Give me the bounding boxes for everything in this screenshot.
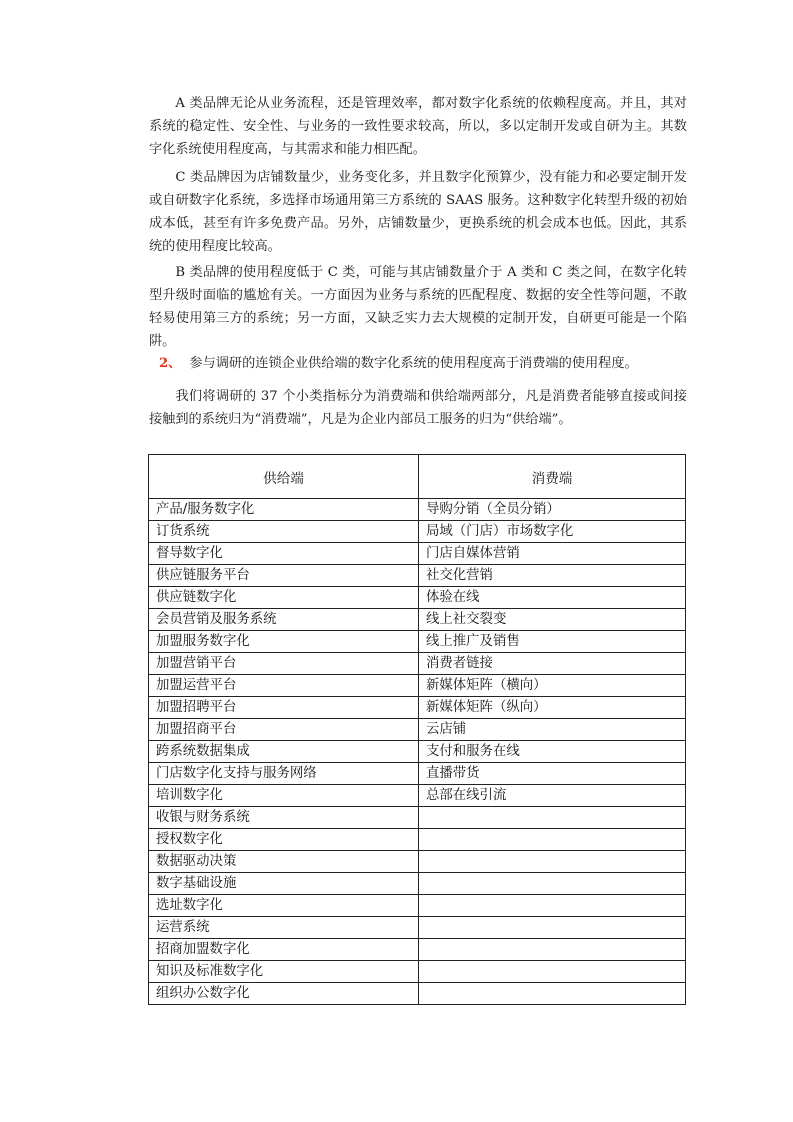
table-row [149,873,686,895]
table-row [149,609,686,631]
table-row [149,895,686,917]
supply-side-cell: 供应链数字化 [149,587,419,609]
consumer-side-cell: 总部在线引流 [419,785,686,807]
supply-side-cell: 组织办公数字化 [149,983,419,1005]
table-row [149,587,686,609]
table-row [149,763,686,785]
table-body [149,499,686,1005]
supply-side-cell: 加盟服务数字化 [149,631,419,653]
heading-text: 参与调研的连锁企业供给端的数字化系统的使用程度高于消费端的使用程度。 [189,356,638,371]
table-row [149,675,686,697]
table-row [149,565,686,587]
table-row [149,521,686,543]
supply-side-cell: 产品/服务数字化 [149,499,419,521]
supply-side-cell: 加盟运营平台 [149,675,419,697]
consumer-side-cell: 新媒体矩阵（横向） [419,675,686,697]
supply-side-cell: 数字基础设施 [149,873,419,895]
consumer-side-cell [419,983,686,1005]
consumer-side-cell [419,939,686,961]
consumer-side-cell [419,807,686,829]
table-row [149,499,686,521]
consumer-side-cell: 支付和服务在线 [419,741,686,763]
consumer-side-cell: 线上社交裂变 [419,609,686,631]
consumer-side-cell [419,961,686,983]
supply-side-cell: 跨系统数据集成 [149,741,419,763]
table-row [149,543,686,565]
consumer-side-cell [419,829,686,851]
supply-side-cell: 加盟招商平台 [149,719,419,741]
consumer-side-cell: 消费者链接 [419,653,686,675]
table-row [149,719,686,741]
consumer-side-cell: 新媒体矩阵（纵向） [419,697,686,719]
consumer-side-cell: 社交化营销 [419,565,686,587]
consumer-side-cell [419,873,686,895]
consumer-side-cell: 导购分销（全员分销） [419,499,686,521]
supply-side-cell: 会员营销及服务系统 [149,609,419,631]
supply-side-cell: 督导数字化 [149,543,419,565]
table-row [149,785,686,807]
paragraph-c-brand: C 类品牌因为店铺数量少，业务变化多，并且数字化预算少，没有能力和必要定制开发或自研数字化系统，多选择市场通用第三方系统的 SAAS 服务。这种数字化转型升级的初始成本低，甚至有许多免费产品。另外，店铺数量少，更换系统的机会成本也低。因此，其系统的使用程度比较高。 [149,170,687,254]
consumer-side-cell [419,917,686,939]
section-heading [149,352,697,375]
paragraph-b-brand: B 类品牌的使用程度低于 C 类，可能与其店铺数量介于 A 类和 C 类之间，在数字化转型升级时面临的尴尬有关。一方面因为业务与系统的匹配程度、数据的安全性等问题，不敢轻易使用第三方的系统；另一方面，又缺乏实力去大规模的定制开发，自研更可能是一个陷阱。 [149,265,687,349]
consumer-side-cell: 体验在线 [419,587,686,609]
supply-side-cell: 招商加盟数字化 [149,939,419,961]
consumer-side-cell: 局域（门店）市场数字化 [419,521,686,543]
supply-side-cell: 数据驱动决策 [149,851,419,873]
supply-side-cell: 选址数字化 [149,895,419,917]
table-row [149,631,686,653]
heading-number: 2、 [159,356,182,371]
supply-side-cell: 供应链服务平台 [149,565,419,587]
table-row [149,917,686,939]
supply-side-cell: 加盟营销平台 [149,653,419,675]
consumer-side-cell: 线上推广及销售 [419,631,686,653]
classification-table [148,454,686,1005]
supply-side-cell: 门店数字化支持与服务网络 [149,763,419,785]
table-row [149,697,686,719]
supply-side-cell: 知识及标准数字化 [149,961,419,983]
supply-side-cell: 订货系统 [149,521,419,543]
table-row [149,653,686,675]
consumer-side-cell [419,895,686,917]
consumer-side-cell [419,851,686,873]
table-row [149,939,686,961]
table-row [149,961,686,983]
table-header-row [149,455,686,499]
consumer-side-cell: 云店铺 [419,719,686,741]
table-row [149,829,686,851]
supply-side-cell: 培训数字化 [149,785,419,807]
supply-side-cell: 运营系统 [149,917,419,939]
consumer-side-cell: 门店自媒体营销 [419,543,686,565]
table-row [149,983,686,1005]
supply-side-cell: 授权数字化 [149,829,419,851]
consumer-side-cell: 直播带货 [419,763,686,785]
table-row [149,851,686,873]
paragraph-classification: 我们将调研的 37 个小类指标分为消费端和供给端两部分，凡是消费者能够直接或间接接触到的系统归为“消费端”，凡是为企业内部员工服务的归为“供给端”。 [149,389,687,427]
paragraph-a-brand: A 类品牌无论从业务流程，还是管理效率，都对数字化系统的依赖程度高。并且，其对系统的稳定性、安全性、与业务的一致性要求较高，所以，多以定制开发或自研为主。其数字化系统使用程度高，与其需求和能力相匹配。 [149,96,687,157]
header-supply-side: 供给端 [149,455,419,499]
table-row [149,807,686,829]
header-consumer-side: 消费端 [419,455,686,499]
table-row [149,741,686,763]
supply-side-cell: 加盟招聘平台 [149,697,419,719]
supply-side-cell: 收银与财务系统 [149,807,419,829]
